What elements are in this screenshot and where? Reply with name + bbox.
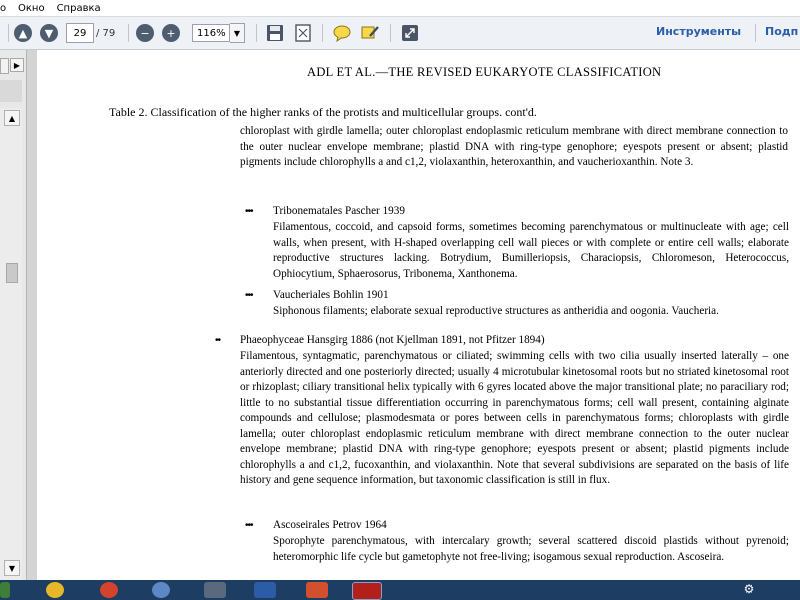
zoom-level-input[interactable]: 116% — [192, 24, 230, 42]
notification-icon[interactable]: ⚙ — [738, 582, 760, 598]
powerpoint-icon[interactable] — [306, 582, 328, 598]
toolbar — [0, 17, 800, 50]
menu-item-window-partial[interactable]: о — [0, 2, 6, 14]
bullet-level-3: ••• — [245, 206, 253, 217]
arrow-down-icon: ▼ — [40, 24, 58, 42]
toolbar-separator — [755, 24, 756, 42]
page-gutter — [27, 50, 37, 580]
taxon-name: Vaucheriales Bohlin 1901 — [273, 289, 389, 301]
toolbar-separator — [8, 24, 9, 42]
taxon-name: Ascoseirales Petrov 1964 — [273, 519, 387, 531]
prev-page-button[interactable] — [14, 22, 32, 44]
taskbar — [0, 580, 800, 600]
chevron-up-icon: ▲ — [8, 113, 16, 123]
minus-icon: − — [136, 24, 154, 42]
bullet-level-3: ••• — [245, 290, 253, 301]
expand-button[interactable] — [398, 22, 422, 44]
scroll-down-button[interactable] — [4, 560, 20, 576]
browser-icon[interactable] — [100, 582, 118, 598]
toolbar-separator — [322, 24, 323, 42]
media-icon[interactable] — [152, 582, 170, 598]
tools-link[interactable]: Инструменты — [656, 25, 742, 38]
fit-page-button[interactable] — [292, 22, 314, 44]
taxon-description: Filamentous, coccoid, and capsoid forms, sometimes becoming parenchymatous or multinucleate with age; cell walls, when present, with H-shaped overlapping cell wall pieces or with complete or entire cell walls; elaborate reproductive structures lacking. Botrydium, Bumilleriopsis, Characiopsis, Chloromeson, Heterococcus, Ophiocytium, Sphaerosorus, Tribonema, Xanthonema. — [273, 221, 789, 280]
save-button[interactable] — [264, 22, 286, 44]
highlight-button[interactable] — [358, 22, 382, 44]
taxon-description: Sporophyte parenchymatous, with intercalary growth; several scattered discoid plastids without pyrenoid; heteromorphic life cycle but gametophyte not free-living; isogamous sexual reproduction. Ascoseira. — [273, 535, 789, 563]
pdf-reader-icon[interactable] — [352, 582, 382, 600]
expand-icon — [401, 24, 419, 42]
taxon-description: Filamentous, syntagmatic, parenchymatous or ciliated; swimming cells with two cilia usually inserted laterally – one anteriorly directed and one posteriorly directed; usually 4 microtubular kinetosomal roots but no striated kinetosomal root or rhizoplast; ciliary transitional helix typically with 6 gyres located above the major transitional plate; no paraciliary rod; little to no substantial tissue differentiation occurring in parenchymatous forms; cell wall present, containing alginate compounds and cellulose; plasmodesmata or pores between cells in parenchymatous forms; chloroplasts with girdle lamella; outer chloroplast endoplasmic reticulum membrane with direct membrane connection to the outer nuclear envelope membrane; plastid DNA with ring-type genophore; eyespots present or absent; plastid pigments include chlorophylls a and c1,2, fucoxanthin, and violaxanthin. Note that several subdivisions are separated on the basis of life history and gene sequence information, but taxonomic classification is still in flux. — [240, 350, 789, 486]
panel-tab[interactable] — [0, 58, 9, 74]
speech-bubble-icon — [332, 24, 352, 42]
chevron-down-icon: ▼ — [8, 563, 16, 573]
bullet-level-2: •• — [215, 335, 221, 346]
taxon-description: Siphonous filaments; elaborate sexual reproductive structures as antheridia and oogonia. Vaucheria. — [273, 305, 719, 317]
comment-button[interactable] — [330, 22, 354, 44]
next-page-button[interactable] — [40, 22, 58, 44]
toolbar-separator — [256, 24, 257, 42]
panel-divider — [0, 80, 22, 102]
taxon-name: Tribonematales Pascher 1939 — [273, 205, 405, 217]
menu-item-help[interactable]: Справка — [56, 2, 101, 14]
zoom-dropdown-button[interactable] — [230, 23, 245, 43]
running-header: ADL ET AL.—THE REVISED EUKARYOTE CLASSIFICATION — [307, 65, 662, 79]
fit-page-icon — [294, 24, 312, 42]
scroll-up-button[interactable] — [4, 110, 20, 126]
table-caption: Table 2. Classification of the higher ranks of the protists and multicellular groups. cont'd. — [109, 105, 537, 119]
sign-link[interactable]: Подп — [765, 25, 799, 38]
menu-bar — [0, 0, 800, 17]
chevron-right-icon: ▶ — [13, 60, 21, 70]
expand-panel-button[interactable] — [10, 58, 24, 72]
floppy-disk-icon — [266, 24, 284, 42]
continued-paragraph: chloroplast with girdle lamella; outer chloroplast endoplasmic reticulum membrane with direct membrane connection to the outer nuclear envelope membrane; plastid DNA with ring-type genophore; eyespots present or absent; plastid pigments include chlorophylls a and c1,2, violaxanthin, heteroxanthin, and vaucherioxanthin. Note 3. — [240, 125, 788, 168]
document-page — [37, 50, 800, 580]
toolbar-separator — [390, 24, 391, 42]
toolbar-separator — [128, 24, 129, 42]
app-icon[interactable] — [204, 582, 226, 598]
zoom-out-button[interactable] — [136, 22, 154, 44]
page-total: / 79 — [96, 27, 116, 39]
bullet-level-3: ••• — [245, 520, 253, 531]
scrollbar-thumb[interactable] — [6, 263, 18, 283]
word-icon[interactable] — [254, 582, 276, 598]
explorer-icon[interactable] — [46, 582, 64, 598]
taxon-name: Phaeophyceae Hansgirg 1886 (not Kjellman 1891, not Pfitzer 1894) — [240, 334, 545, 346]
start-button[interactable] — [0, 582, 10, 598]
chevron-down-icon: ▼ — [233, 28, 241, 38]
page-number-input[interactable]: 29 — [66, 23, 94, 43]
vertical-scrollbar[interactable] — [0, 108, 22, 580]
toolbar-edge — [0, 22, 8, 44]
pen-note-icon — [360, 24, 380, 42]
arrow-up-icon: ▲ — [14, 24, 32, 42]
zoom-in-button[interactable] — [162, 22, 180, 44]
plus-icon: + — [162, 24, 180, 42]
menu-item-window[interactable]: Окно — [18, 2, 45, 14]
